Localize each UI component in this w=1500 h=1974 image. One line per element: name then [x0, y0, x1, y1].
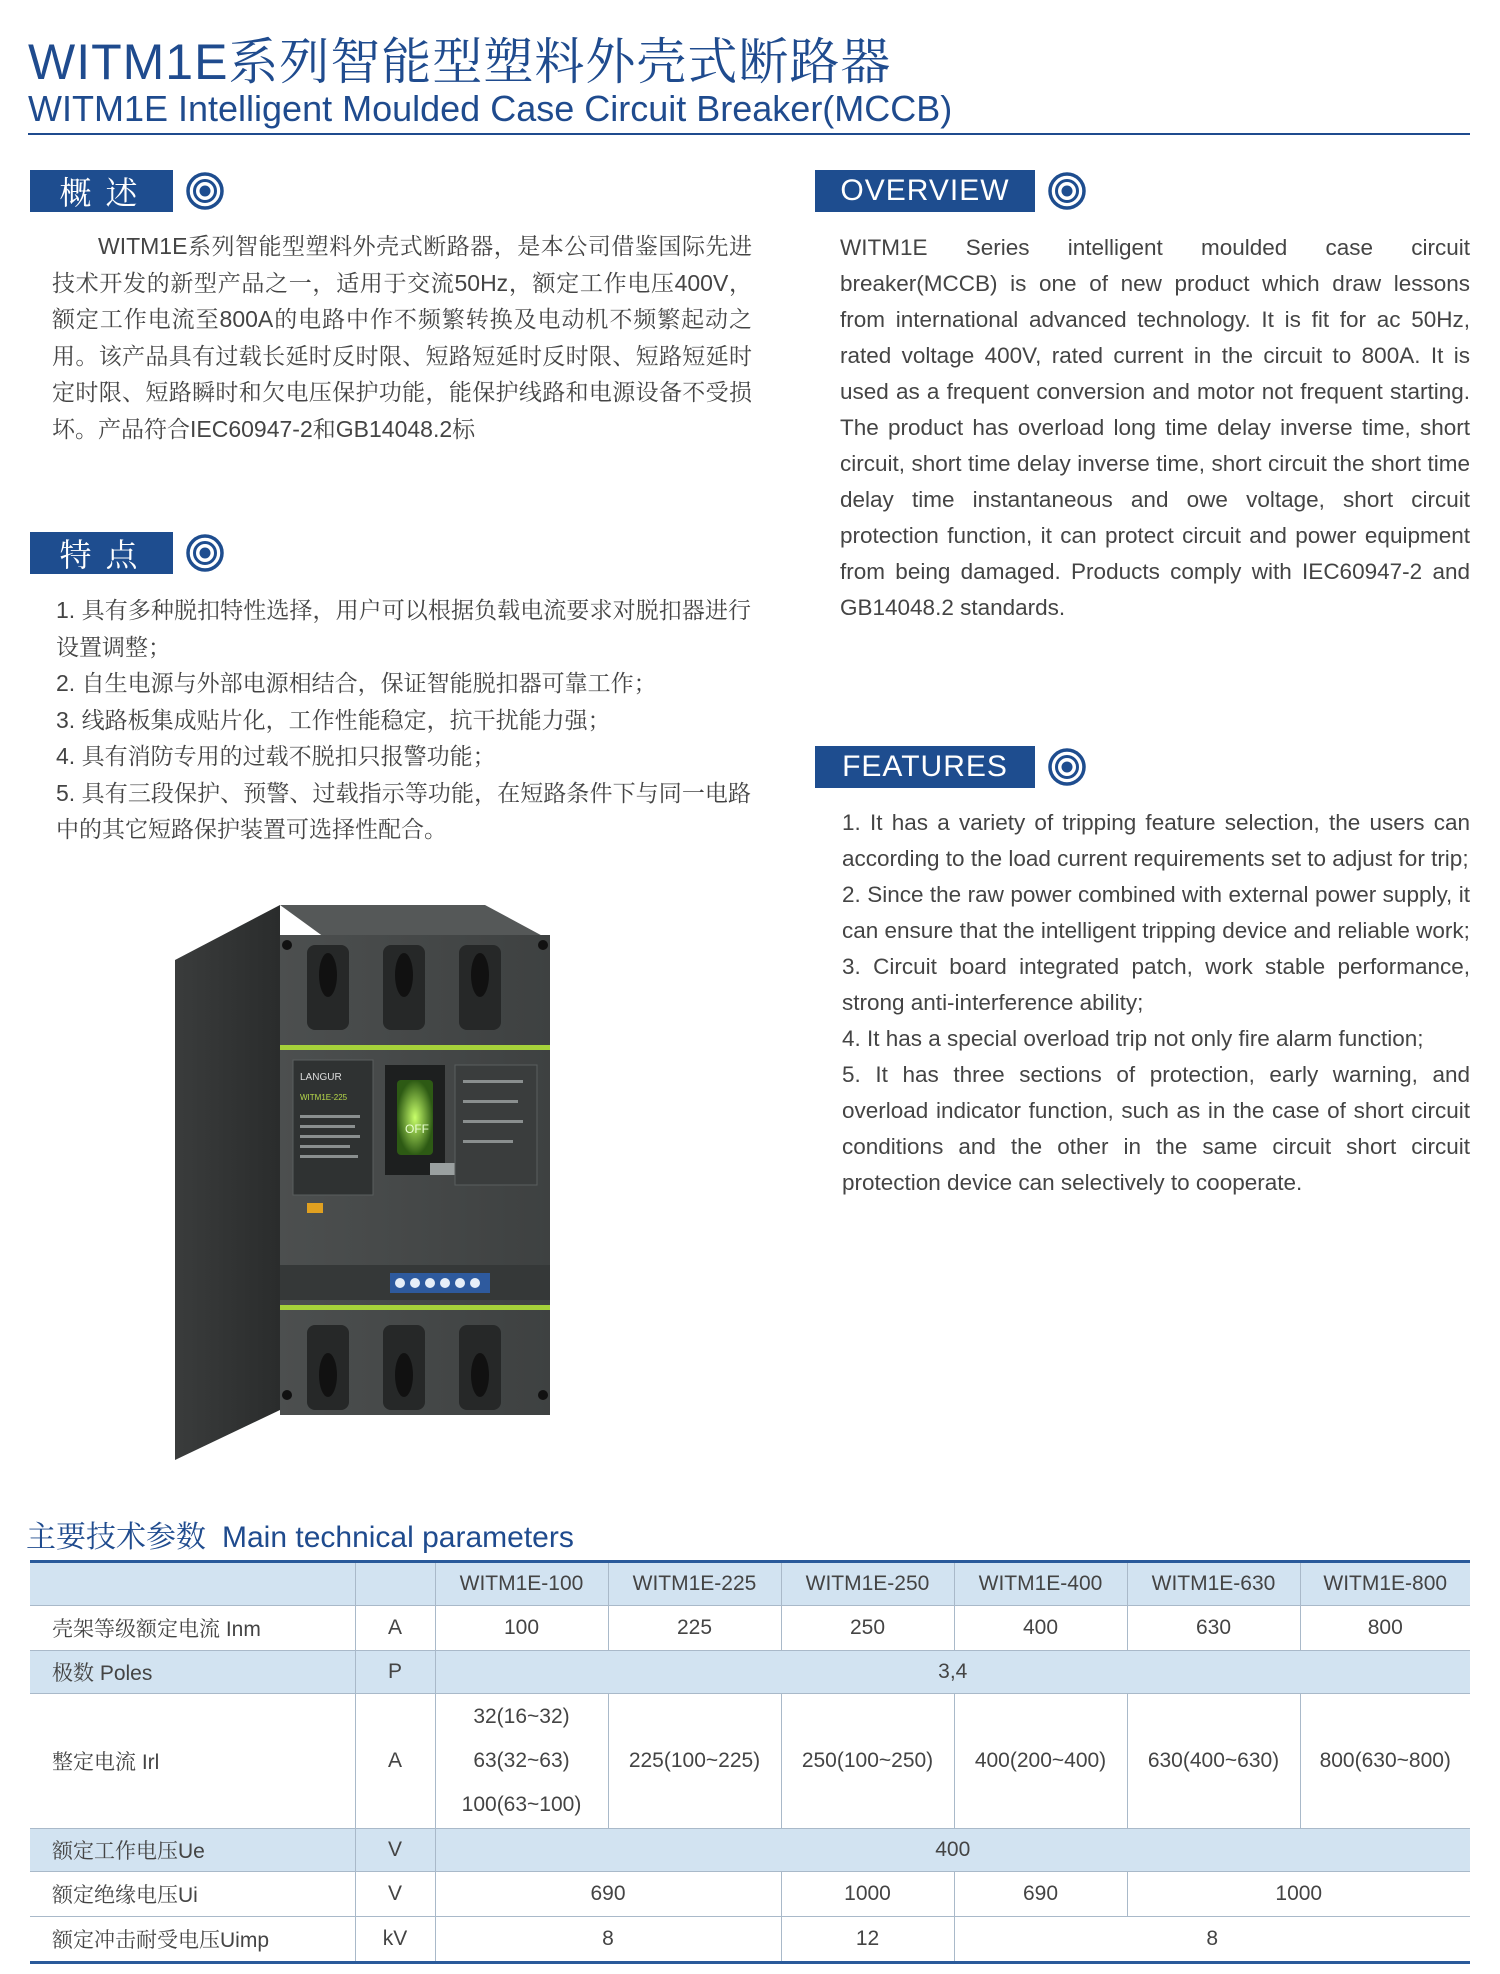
row-label: 壳架等级额定电流 Inm	[30, 1606, 355, 1651]
features-en-list	[842, 805, 1470, 1201]
table-cell: 630(400~630)	[1127, 1694, 1300, 1829]
table-row	[30, 1829, 1470, 1872]
target-icon	[185, 533, 225, 573]
row-unit: V	[355, 1872, 435, 1917]
section-header-features-en	[815, 746, 1087, 788]
parameters-table	[30, 1560, 1470, 1964]
list-item: 2. 自生电源与外部电源相结合，保证智能脱扣器可靠工作；	[56, 670, 657, 696]
table-row	[30, 1872, 1470, 1917]
table-cell: 8	[954, 1917, 1470, 1963]
cell-line: 32(16~32)	[473, 1705, 570, 1728]
row-label: 额定冲击耐受电压Uimp	[30, 1917, 355, 1963]
table-cell	[30, 1562, 355, 1606]
switch-state-label: OFF	[405, 1122, 429, 1136]
page-title-en: WITM1E Intelligent Moulded Case Circuit Breaker(MCCB)	[28, 88, 953, 129]
row-label: 额定绝缘电压Ui	[30, 1872, 355, 1917]
row-label: 整定电流 Irl	[30, 1694, 355, 1829]
circuit-breaker-image	[175, 905, 595, 1465]
row-unit: A	[355, 1606, 435, 1651]
list-item: 3. 线路板集成贴片化，工作性能稳定，抗干扰能力强；	[56, 706, 611, 733]
table-cell: 12	[781, 1917, 954, 1963]
list-item: 1. 具有多种脱扣特性选择，用户可以根据负载电流要求对脱扣器进行设置调整；	[56, 597, 751, 660]
table-cell: 400	[954, 1606, 1127, 1651]
title-divider	[28, 133, 1470, 135]
row-label: 额定工作电压Ue	[30, 1829, 355, 1872]
list-item: 5. 具有三段保护、预警、过载指示等功能，在短路条件下与同一电路中的其它短路保护装置可选择性配合。	[56, 779, 751, 842]
table-cell: 400(200~400)	[954, 1694, 1127, 1829]
table-header-row	[30, 1562, 1470, 1606]
table-row	[30, 1651, 1470, 1694]
params-title-cn: 主要技术参数	[26, 1521, 206, 1554]
table-cell: 1000	[781, 1872, 954, 1917]
cell-line: 100(63~100)	[461, 1793, 582, 1816]
table-cell	[435, 1694, 608, 1829]
list-item: 5. It has three sections of protection, early warning, and overload indicator function, such as in the case of short circuit conditions and the other in the same circuit short circuit protection device can selectively to cooperate.	[842, 1062, 1470, 1195]
list-item: 2. Since the raw power combined with external power supply, it can ensure that the intelligent tripping device and reliable work;	[842, 882, 1470, 943]
table-cell: 1000	[1127, 1872, 1470, 1917]
row-unit: P	[355, 1651, 435, 1694]
overview-en-text: WITM1E Series intelligent moulded case circuit breaker(MCCB) is one of new product which draw lessons from international advanced technology. It is fit for ac 50Hz, rated voltage 400V, rated current in the circuit to 800A. It is used as a frequent conversion and motor not frequent starting. The product has overload long time delay inverse time, short circuit, short time delay inverse time, short circuit the short time delay time instantaneous and owe voltage, short circuit protection function, it can protect circuit and power equipment from being damaged. Products comply with IEC60947-2 and GB14048.2 standards.	[840, 235, 1470, 620]
section-label-overview-en: OVERVIEW	[815, 170, 1035, 212]
target-icon	[185, 171, 225, 211]
table-cell: 250(100~250)	[781, 1694, 954, 1829]
table-cell: 690	[435, 1872, 781, 1917]
table-cell: 250	[781, 1606, 954, 1651]
section-header-features-cn	[30, 532, 225, 574]
model-header: WITM1E-630	[1127, 1562, 1300, 1606]
section-label-features-cn: 特点	[30, 532, 173, 574]
params-title-en: Main technical parameters	[222, 1521, 574, 1554]
list-item: 4. It has a special overload trip not only fire alarm function;	[842, 1026, 1424, 1051]
brand-label: LANGUR	[300, 1072, 342, 1083]
table-cell: 690	[954, 1872, 1127, 1917]
table-cell: 800	[1300, 1606, 1470, 1651]
section-header-overview-cn	[30, 170, 225, 212]
cell-line: 63(32~63)	[473, 1749, 570, 1772]
model-label: WITM1E-225	[300, 1093, 348, 1102]
list-item: 3. Circuit board integrated patch, work stable performance, strong anti-interference ability;	[842, 954, 1470, 1015]
table-cell: 630	[1127, 1606, 1300, 1651]
model-header: WITM1E-400	[954, 1562, 1127, 1606]
model-header: WITM1E-100	[435, 1562, 608, 1606]
table-row	[30, 1694, 1470, 1829]
row-label: 极数 Poles	[30, 1651, 355, 1694]
table-cell: 100	[435, 1606, 608, 1651]
page-title-cn: WITM1E系列智能型塑料外壳式断路器	[28, 34, 892, 90]
section-label-features-en: FEATURES	[815, 746, 1035, 788]
row-unit: A	[355, 1694, 435, 1829]
row-unit: V	[355, 1829, 435, 1872]
model-header: WITM1E-225	[608, 1562, 781, 1606]
section-header-overview-en	[815, 170, 1087, 212]
target-icon	[1047, 747, 1087, 787]
features-cn-list	[56, 592, 751, 848]
model-header: WITM1E-800	[1300, 1562, 1470, 1606]
overview-cn-text: WITM1E系列智能型塑料外壳式断路器，是本公司借鉴国际先进技术开发的新型产品之一，适用于交流50Hz，额定工作电压400V，额定工作电流至800A的电路中作不频繁转换及电动机不频繁起动之用。该产品具有过载长延时反时限、短路短延时反时限、短路短延时定时限、短路瞬时和欠电压保护功能，能保护线路和电源设备不受损坏。产品符合IEC60947-2和GB14048.2标	[52, 233, 752, 442]
table-cell: 225	[608, 1606, 781, 1651]
list-item: 1. It has a variety of tripping feature selection, the users can according to the load current requirements set to adjust for trip;	[842, 810, 1470, 871]
table-row	[30, 1606, 1470, 1651]
table-cell: 225(100~225)	[608, 1694, 781, 1829]
table-row	[30, 1917, 1470, 1963]
model-header: WITM1E-250	[781, 1562, 954, 1606]
table-cell	[355, 1562, 435, 1606]
table-cell: 800(630~800)	[1300, 1694, 1470, 1829]
row-unit: kV	[355, 1917, 435, 1963]
params-title	[26, 1512, 574, 1556]
table-cell: 400	[435, 1829, 1470, 1872]
target-icon	[1047, 171, 1087, 211]
table-cell: 8	[435, 1917, 781, 1963]
table-cell: 3,4	[435, 1651, 1470, 1694]
section-label-overview-cn: 概述	[30, 170, 173, 212]
list-item: 4. 具有消防专用的过载不脱扣只报警功能；	[56, 743, 496, 769]
